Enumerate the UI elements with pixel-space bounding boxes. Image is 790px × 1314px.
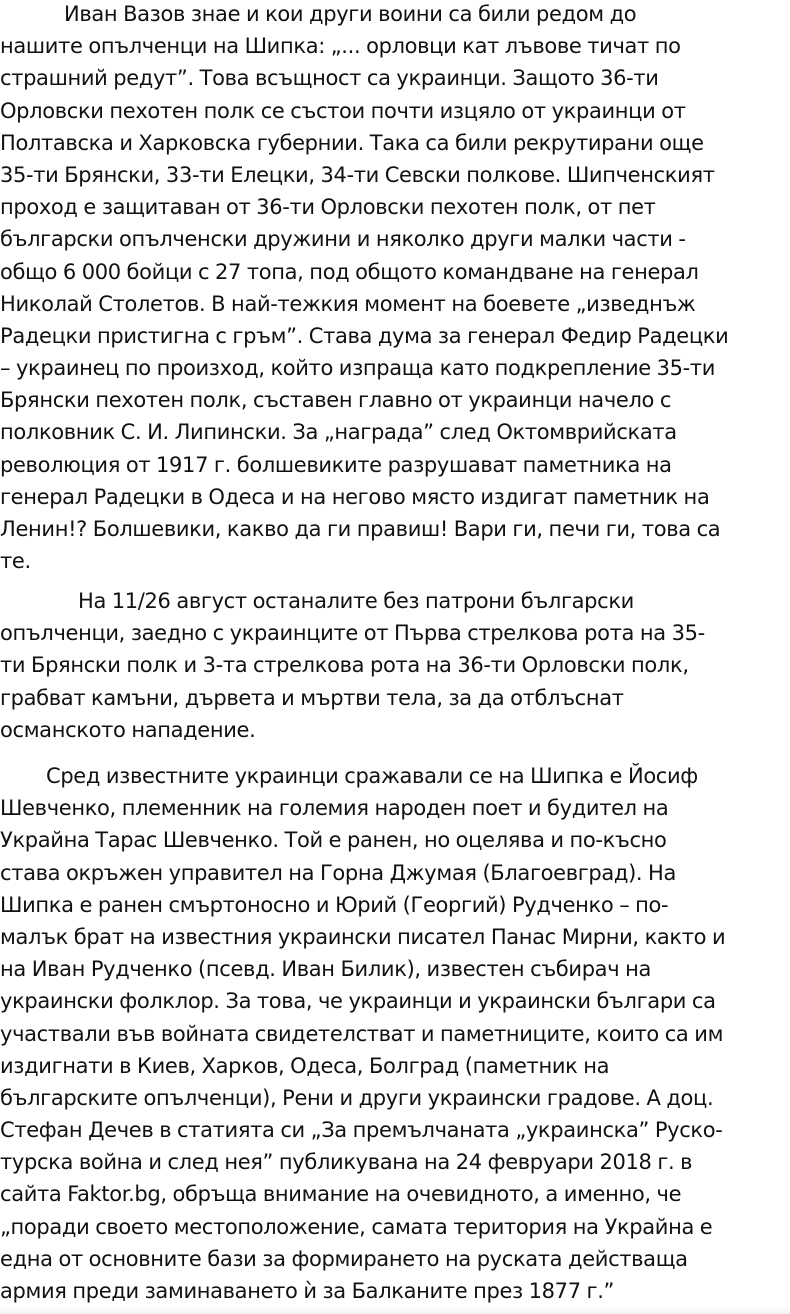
text-line: османското нападение. [0, 717, 256, 742]
text-line: сайта Faktor.bg, обръща внимание на очевидното, а именно, че [0, 1182, 682, 1207]
paragraph-august-battle [0, 585, 705, 746]
text-line: Николай Столетов. В най-тежкия момент на боевете „изведнъж [0, 291, 696, 316]
text-line: Стефан Дечев в статията си „За премълчаната „украинска” Руско- [0, 1118, 723, 1143]
text-line: те. [0, 549, 31, 574]
text-line: украински фолклор. За това, че украинци и украински българи са [0, 989, 716, 1014]
text-line: революция от 1917 г. болшевиките разрушават паметника на [0, 452, 672, 477]
text-line: проход е защитаван от 36-ти Орловски пехотен полк, от пет [0, 195, 656, 220]
text-line: „поради своето местоположение, самата територия на Украйна е [0, 1214, 713, 1239]
text-line: една от основните бази за формирането на руската действаща [0, 1246, 688, 1271]
text-line: Брянски пехотен полк, съставен главно от украинци начело с [0, 388, 672, 413]
text-line: Сред известните украинци сражавали се на Шипка е Йосиф [46, 764, 698, 788]
text-line: На 11/26 август останалите без патрони български [78, 589, 634, 613]
text-line: генерал Радецки в Одеса и на негово място издигат паметник на [0, 484, 710, 509]
text-line: българските опълченци), Рени и други украински градове. А доц. [0, 1085, 714, 1110]
text-line: 35-ти Брянски, 33-ти Елецки, 34-ти Севски полкове. Шипченският [0, 162, 715, 187]
text-line: страшний редут”. Това всъщност са украинци. Защото 36-ти [0, 66, 659, 91]
text-line: става окръжен управител на Горна Джумая (Благоевград). На [0, 860, 677, 885]
text-line: Радецки пристигна с гръм”. Става дума за генерал Федир Радецки [0, 323, 729, 348]
text-line: на Иван Рудченко (псевд. Иван Билик), известен събирач на [0, 957, 651, 982]
text-line: нашите опълченци на Шипка: „... орловци кат лъвове тичат по [0, 34, 681, 59]
text-line: опълченци, заедно с украинците от Първа стрелкова рота на 35- [0, 621, 705, 646]
paragraph-notable-ukrainians [0, 760, 725, 1307]
text-line: Шипка е ранен смъртоносно и Юрий (Георгий) Рудченко – по- [0, 892, 669, 917]
text-line: армия преди заминаването ѝ за Балканите през 1877 г.” [0, 1279, 615, 1303]
text-line: Украйна Тарас Шевченко. Той е ранен, но оцелява и по-късно [0, 828, 667, 853]
text-line: български опълченски дружини и няколко други малки части - [0, 227, 686, 252]
text-line: издигнати в Киев, Харков, Одеса, Болград (паметник на [0, 1053, 610, 1078]
text-line: общо 6 000 бойци с 27 топа, под общото командване на генерал [0, 259, 699, 284]
text-line: Полтавска и Харковска губернии. Така са били рекрутирани още [0, 130, 704, 155]
text-line: участвали във войната свидетелстват и паметниците, които са им [0, 1021, 724, 1046]
text-line: малък брат на известния украински писател Панас Мирни, както и [0, 924, 726, 949]
page-bottom-edge [0, 1306, 790, 1314]
text-line: – украинец по произход, който изпраща като подкрепление 35-ти [0, 356, 716, 381]
text-line: грабват камъни, дървета и мъртви тела, за да отблъснат [0, 685, 624, 710]
text-line: турска война и след нея” публикувана на 24 февруари 2018 г. в [0, 1150, 693, 1175]
paragraph-vazov-shipka [0, 0, 728, 577]
text-line: полковник С. И. Липински. За „награда” след Октомврийската [0, 420, 677, 445]
text-line: Иван Вазов знае и кои други воини са били редом до [64, 2, 637, 26]
text-line: Орловски пехотен полк се състои почти изцяло от украинци от [0, 98, 686, 123]
text-line: ти Брянски полк и 3-та стрелкова рота на 36-ти Орловски полк, [0, 653, 689, 678]
text-line: Ленин!? Болшевики, какво да ги правиш! Вари ги, печи ги, това са [0, 517, 721, 541]
text-line: Шевченко, племенник на големия народен поет и будител на [0, 796, 669, 821]
